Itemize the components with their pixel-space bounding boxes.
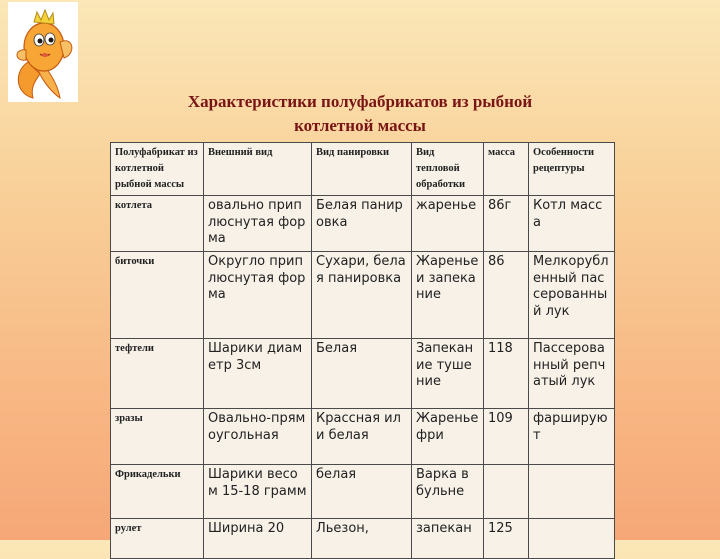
header-appearance: Внешний вид [204,143,312,196]
cell-heat-treatment: жаренье [412,196,484,252]
cell-appearance: Ширина 20 [204,519,312,559]
cell-recipe: Мелкорубленный пассерованный лук [529,252,615,339]
cell-name: биточки [111,252,204,339]
cell-heat-treatment: Запекание тушение [412,339,484,409]
cell-recipe: Пассерованный репчатый лук [529,339,615,409]
table-row [111,409,615,465]
cell-recipe [529,519,615,559]
table-row [111,339,615,409]
cell-mass: 118 [484,339,529,409]
cell-heat-treatment: Жаренье фри [412,409,484,465]
cell-mass: 109 [484,409,529,465]
cell-recipe: Котл масса [529,196,615,252]
cell-mass: 125 [484,519,529,559]
cell-heat-treatment: Жаренье и запекание [412,252,484,339]
cell-mass [484,465,529,519]
cell-recipe: фаршируют [529,409,615,465]
cell-breading: Сухари, белая панировка [312,252,412,339]
header-breading: Вид панировки [312,143,412,196]
cell-breading: Льезон, [312,519,412,559]
table-row [111,252,615,339]
table-row [111,196,615,252]
header-mass: масса [484,143,529,196]
goldfish-image [8,2,78,102]
goldfish-icon [8,2,78,102]
cell-name: зразы [111,409,204,465]
page-title [120,90,600,138]
cell-breading: Белая [312,339,412,409]
cell-appearance: овально приплюснутая форма [204,196,312,252]
cell-mass: 86г [484,196,529,252]
header-recipe-features: Особенности рецептуры [529,143,615,196]
characteristics-table [110,142,615,559]
title-line-2: котлетной массы [294,116,426,135]
cell-appearance: Округло приплюснутая форма [204,252,312,339]
cell-breading: Белая панировка [312,196,412,252]
table-row [111,519,615,559]
table-row [111,465,615,519]
title-line-1: Характеристики полуфабрикатов из рыбной [187,92,533,111]
cell-name: котлета [111,196,204,252]
cell-appearance: Овально-прямоугольная [204,409,312,465]
header-semi-product: Полуфабрикат из котлетной рыбной массы [111,143,204,196]
cell-heat-treatment: Варка в бульне [412,465,484,519]
cell-name: Фрикадельки [111,465,204,519]
cell-mass: 86 [484,252,529,339]
cell-name: тефтели [111,339,204,409]
table-header-row [111,143,615,196]
header-heat-treatment: Вид тепловой обработки [412,143,484,196]
cell-name: рулет [111,519,204,559]
cell-appearance: Шарики диаметр 3см [204,339,312,409]
cell-heat-treatment: запекан [412,519,484,559]
cell-appearance: Шарики весом 15-18 грамм [204,465,312,519]
cell-recipe [529,465,615,519]
cell-breading: белая [312,465,412,519]
cell-breading: Красcная или белая [312,409,412,465]
